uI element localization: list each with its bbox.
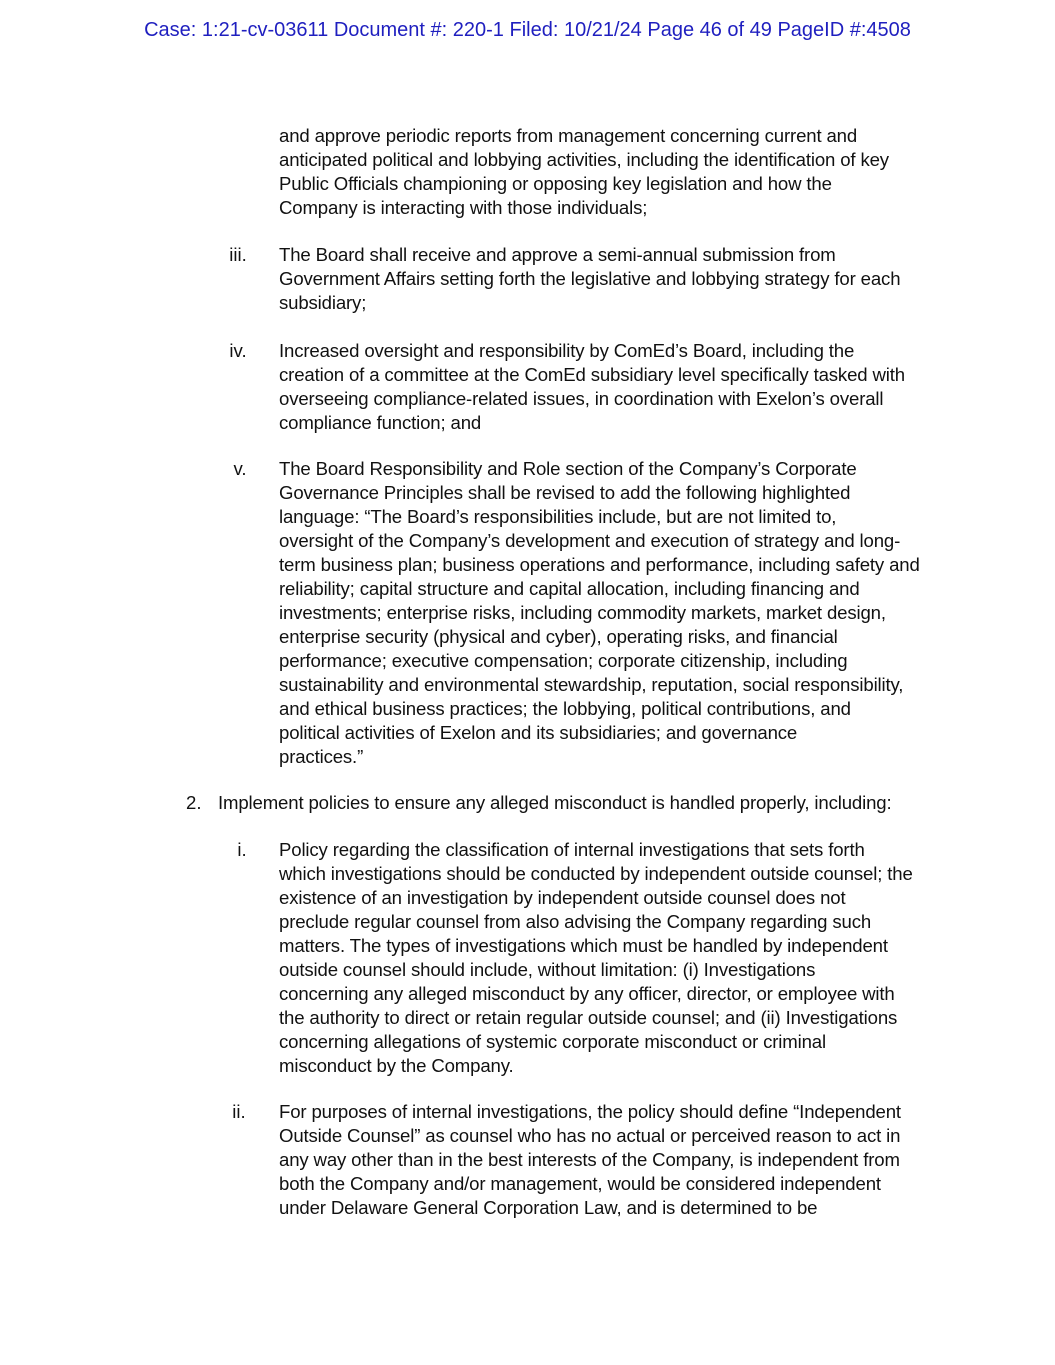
text-line: compliance function; and bbox=[279, 412, 482, 433]
text-line: overseeing compliance-related issues, in coordination with Exelon’s overall bbox=[279, 388, 884, 409]
text-line: both the Company and/or management, would be considered independent bbox=[279, 1173, 881, 1194]
text-line: practices.” bbox=[279, 746, 364, 767]
text-line: the authority to direct or retain regular outside counsel; and (ii) Investigations bbox=[279, 1007, 898, 1028]
text-line: language: “The Board’s responsibilities include, but are not limited to, bbox=[279, 506, 837, 527]
text-line: existence of an investigation by independent outside counsel does not bbox=[279, 887, 846, 908]
text-line: For purposes of internal investigations, the policy should define “Independent bbox=[279, 1101, 901, 1122]
text-line: concerning allegations of systemic corporate misconduct or criminal bbox=[279, 1031, 826, 1052]
text-line: sustainability and environmental stewardship, reputation, social responsibility, bbox=[279, 674, 904, 695]
text-line: and approve periodic reports from management concerning current and bbox=[279, 125, 858, 146]
item-marker-i: i. bbox=[237, 839, 247, 860]
item-marker-ii: ii. bbox=[232, 1101, 246, 1122]
text-line: matters. The types of investigations which must be handled by independent bbox=[279, 935, 888, 956]
text-line: Policy regarding the classification of internal investigations that sets forth bbox=[279, 839, 865, 860]
text-line: political activities of Exelon and its subsidiaries; and governance bbox=[279, 722, 798, 743]
section-number-2: 2. bbox=[186, 792, 202, 813]
text-line: oversight of the Company’s development and execution of strategy and long- bbox=[279, 530, 901, 551]
item-ii-paragraph bbox=[279, 1100, 939, 1220]
text-line: The Board shall receive and approve a semi-annual submission from bbox=[279, 244, 836, 265]
text-line: Public Officials championing or opposing key legislation and how the bbox=[279, 173, 832, 194]
text-line: concerning any alleged misconduct by any officer, director, or employee with bbox=[279, 983, 895, 1004]
text-line: Government Affairs setting forth the legislative and lobbying strategy for each bbox=[279, 268, 901, 289]
text-line: creation of a committee at the ComEd subsidiary level specifically tasked with bbox=[279, 364, 905, 385]
text-line: reliability; capital structure and capital allocation, including financing and bbox=[279, 578, 860, 599]
section-2-heading: Implement policies to ensure any alleged misconduct is handled properly, including: bbox=[218, 792, 892, 813]
text-line: which investigations should be conducted by independent outside counsel; the bbox=[279, 863, 913, 884]
text-line: and ethical business practices; the lobbying, political contributions, and bbox=[279, 698, 851, 719]
text-line: misconduct by the Company. bbox=[279, 1055, 514, 1076]
item-v-paragraph bbox=[279, 457, 939, 769]
text-line: anticipated political and lobbying activities, including the identification of key bbox=[279, 149, 889, 170]
text-line: enterprise security (physical and cyber), operating risks, and financial bbox=[279, 626, 838, 647]
item-iv-paragraph bbox=[279, 339, 939, 435]
text-line: any way other than in the best interests of the Company, is independent from bbox=[279, 1149, 900, 1170]
item-marker-iv: iv. bbox=[229, 340, 247, 361]
text-line: Governance Principles shall be revised to add the following highlighted bbox=[279, 482, 851, 503]
text-line: Company is interacting with those individuals; bbox=[279, 197, 648, 218]
text-line: performance; executive compensation; corporate citizenship, including bbox=[279, 650, 848, 671]
text-line: outside counsel should include, without limitation: (i) Investigations bbox=[279, 959, 816, 980]
text-line: The Board Responsibility and Role section of the Company’s Corporate bbox=[279, 458, 857, 479]
text-line: subsidiary; bbox=[279, 292, 367, 313]
item-marker-iii: iii. bbox=[229, 244, 247, 265]
text-line: preclude regular counsel from also advising the Company regarding such bbox=[279, 911, 872, 932]
text-line: Outside Counsel” as counsel who has no actual or perceived reason to act in bbox=[279, 1125, 901, 1146]
text-line: Increased oversight and responsibility by ComEd’s Board, including the bbox=[279, 340, 855, 361]
text-line: under Delaware General Corporation Law, and is determined to be bbox=[279, 1197, 818, 1218]
case-header: Case: 1:21-cv-03611 Document #: 220-1 Filed: 10/21/24 Page 46 of 49 PageID #:4508 bbox=[144, 19, 911, 41]
item-marker-v: v. bbox=[233, 458, 247, 479]
item-iii-paragraph bbox=[279, 243, 939, 315]
item-i-paragraph bbox=[279, 838, 939, 1078]
continuation-paragraph bbox=[279, 124, 939, 220]
text-line: investments; enterprise risks, including commodity markets, market design, bbox=[279, 602, 886, 623]
text-line: term business plan; business operations and performance, including safety and bbox=[279, 554, 920, 575]
